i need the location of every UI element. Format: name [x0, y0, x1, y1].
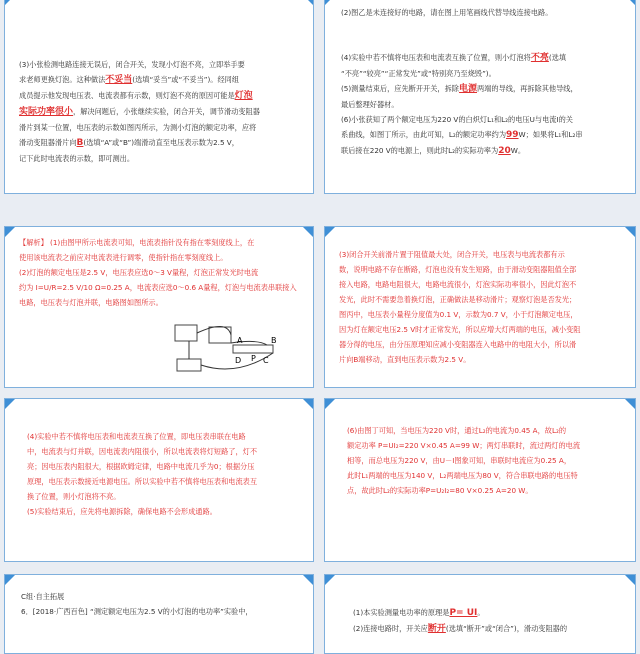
slide-7	[4, 574, 314, 654]
slide-4	[324, 226, 636, 388]
voltmeter	[175, 325, 197, 341]
label-p: P	[251, 354, 256, 363]
slide-6	[324, 398, 636, 562]
rheostat	[233, 345, 273, 353]
label-a: A	[237, 336, 243, 345]
slide8-text: (1)本实验测量电功率的原理是P= UI。 (2)连接电路时，开关应断开(选填“断开”或“闭合”)，滑动变阻器的	[353, 608, 568, 634]
slide5-text: (4)实验中若不慎将电压表和电流表互换了位置，即电压表串联在电路 中，电流表与灯并联，因电流表内阻很小，所以电流表将灯短路了，灯不 亮；因电压表内阻很大，根据欧姆定律，电路中电流几乎为0；根据分压 原理，电压表示数接近电源电压。所以实验中若不慎将电压表和电流表互 换了位置，则小灯泡将不亮。 (5)实验结束后，应先将电源拆除，确保电路不会形成通路。	[27, 432, 258, 516]
battery	[177, 359, 201, 371]
slide-3	[4, 226, 314, 388]
circuit-diagram	[167, 319, 287, 381]
label-c: C	[263, 356, 269, 365]
label-d: D	[235, 356, 242, 365]
slide2-text: (2)图乙是未连接好的电路，请在图上用笔画线代替导线连接电路。 (4)实验中若不慎将电压表和电流表互换了位置，则小灯泡将不亮(选填 “不亮”“较亮”“正常发光”或“特别亮乃至烧毁”)。 (5)测量结束后，应先断开开关，拆除电源两端的导线，再拆除其他导线， 最后整理好器材。 (6)小张获知了两个额定电压为220 V的白炽灯L₁和L₂的电压U与电流I的关 系曲线，如图丁所示，由此可知，L₂的额定功率约为99W；如果将L₁和L₂串 联后接在220 V的电源上，则此时L₂的实际功率为20W。	[341, 8, 583, 156]
slide6-text: (6)由图丁可知，当电压为220 V时，通过L₂的电流为0.45 A，故L₂的 额定功率 P=UI₂=220 V×0.45 A=99 W；两灯串联时，流过两灯的电流 相等，而总电压为220 V，由U－I图象可知，串联时电流应为0.25 A， 此时L₁两端的电压为140 V，L₂两端电压为80 V，符合串联电路的电压特 点，故此时L₂的实际功率P=U₂I₂=80 V×0.25 A=20 W。	[347, 426, 581, 495]
slide-1	[4, 0, 314, 194]
slide-5	[4, 398, 314, 562]
slide1-text: (3)小张检测电路连接无误后，闭合开关，发现小灯泡不亮，立即举手要 求老师更换灯泡。这种做法不妥当(选填“妥当”或“不妥当”)。经同组 成员提示他发现电压表、电流表都有示数，则灯泡不亮的原因可能是灯泡 实际功率很小，解决问题后，小张继续实验，闭合开关，调节滑动变阻器 滑片到某一位置，电压表的示数如图丙所示，为测小灯泡的额定功率，应将 滑动变阻器滑片向B(选填“A”或“B”)端滑动直至电压表示数为2.5 V， 记下此时电流表的示数，即可测出。	[19, 60, 260, 163]
slide7-text: C组·自主拓展 6．[2018·广西百色] “测定额定电压为2.5 V的小灯泡的电功率”实验中，	[21, 592, 253, 616]
slide-8	[324, 574, 636, 654]
slide3-text: 【解析】 (1)由图甲所示电流表可知，电流表指针没有指在零刻度线上，在 使用该电流表之前应对电流表进行调零，使指针指在零刻度线上。 (2)灯泡的额定电压是2.5 V，电压表应选0～3 V量程，灯泡正常发光时电流 约为 I=U/R=2.5 V/10 Ω=0.25 A，电流表应选0～0.6 A量程，灯泡与电流表串联接入 电路，电压表与灯泡并联，电路图如图所示。	[19, 238, 297, 307]
slide-2	[324, 0, 636, 194]
label-b: B	[271, 336, 277, 345]
slide4-text: (3)闭合开关前滑片置于阻值最大处，闭合开关，电压表与电流表都有示 数，说明电路不存在断路，灯泡也没有发生短路，由于滑动变阻器阻值全部 接入电路，电路电阻很大，电路电流很小，灯泡实际功率很小，因此灯泡不 发光，此时不需要急着换灯泡，正确做法是移动滑片；观察灯泡是否发光； 图丙中，电压表小量程分度值为0.1 V，示数为0.7 V，小于灯泡额定电压， 因为灯在额定电压2.5 V时才正常发光，所以应增大灯两端的电压，减小变阻 器分得的电压，由分压原理知应减小变阻器连入电路中的电阻大小，所以滑 片向B端移动，直到电压表示数为2.5 V。	[339, 250, 581, 364]
